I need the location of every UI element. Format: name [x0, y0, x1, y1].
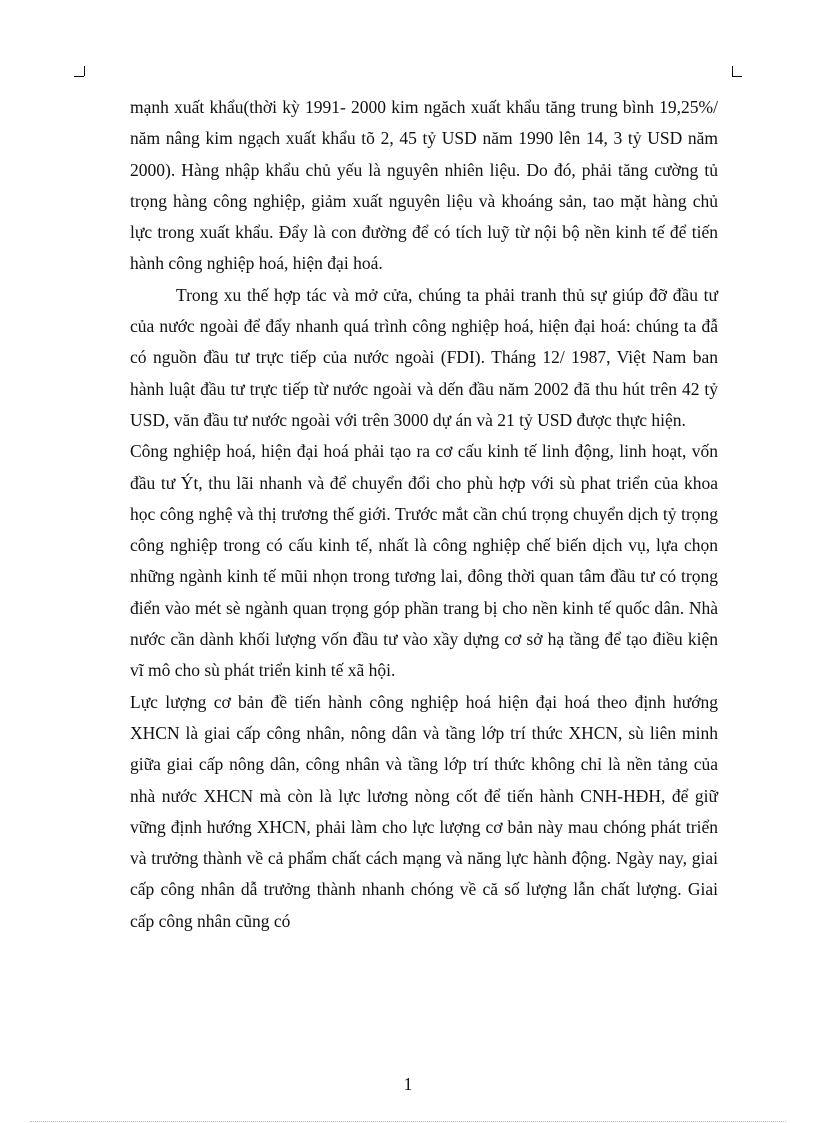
crop-mark-right-horizontal [732, 76, 742, 77]
crop-mark-right-vertical [732, 66, 733, 76]
paragraph: Công nghiệp hoá, hiện đại hoá phải tạo ra cơ cấu kinh tế linh động, linh hoạt, vốn đầu tư Ýt, thu lãi nhanh và để chuyển đổi cho phù hợp với sù phat triển của khoa học công nghệ và thị trương thế giới. Trước mắt cần chú trọng chuyển dịch tỷ trọng công nghiệp trong có cấu kinh tế, nhất là công nghiệp chế biến dịch vụ, lựa chọn những ngành kinh tế mũi nhọn trong tương lai, đông thời quan tâm đầu tư có trọng điển vào mét sè ngành quan trọng góp phần trang bị cho nền kinh tế quốc dân. Nhà nước cần dành khối lượng vốn đầu tư vào xầy dựng cơ sở hạ tầng để tạo điều kiện vĩ mô cho sù phát triển kinh tế xã hội. [130, 441, 718, 681]
crop-mark-left-vertical [84, 66, 85, 76]
page-number: 1 [403, 1074, 413, 1094]
paragraph: mạnh xuất khẩu(thời kỳ 1991- 2000 kim ngăch xuất khẩu tăng trung bình 19,25%/ năm nâng kim ngạch xuất khẩu tõ 2, 45 tỷ USD năm 1990 lên 14, 3 tỷ USD năm 2000). Hàng nhập khẩu chủ yếu là nguyên nhiên liệu. Do đó, phải tăng cường tủ trọng hàng công nghiệp, giảm xuất nguyên liệu và khoáng sản, tao mặt hàng chủ lực trong xuất khẩu. Đẩy là con đường để có tích luỹ từ nội bộ nền kinh tế để tiến hành công nghiệp hoá, hiện đại hoá. [130, 97, 718, 274]
footer-dotted-rule [30, 1121, 786, 1122]
paragraph: Trong xu thế hợp tác và mở cửa, chúng ta phải tranh thủ sự giúp đỡ đầu tư của nước ngoài để đẩy nhanh quá trình công nghiệp hoá, hiện đại hoá: chúng ta đẫ có nguồn đầu tư trực tiếp của nước ngoài (FDI). Tháng 12/ 1987, Việt Nam ban hành luật đầu tư trực tiếp từ nước ngoài và dến đầu năm 2002 đã thu hút trên 42 tỷ USD, văn đầu tư nước ngoài với trên 3000 dự án và 21 tỷ USD được thực hiện. [130, 284, 718, 430]
paragraph: Lực lượng cơ bản đề tiến hành công nghiệp hoá hiện đại hoá theo định hướng XHCN là giai cấp công nhân, nông dân và tầng lớp trí thức XHCN, sù liên minh giữa giai cấp nông dân, công nhân và tầng lớp trí thức không chỉ là nền tảng của nhà nước XHCN mà còn là lực lương nòng cốt để tiến hành CNH-HĐH, để giữ vững định hướng XHCN, phải làm cho lực lượng cơ bản này mau chóng phát triển và trưởng thành về cả phẩm chất cách mạng và năng lực hành động. Ngày nay, giai cấp công nhân dẫ trưởng thành nhanh chóng về că số lượng lẫn chất lượng. Giai cấp công nhân cũng có [130, 691, 718, 931]
crop-mark-left-horizontal [74, 76, 84, 77]
body-text [130, 92, 718, 937]
